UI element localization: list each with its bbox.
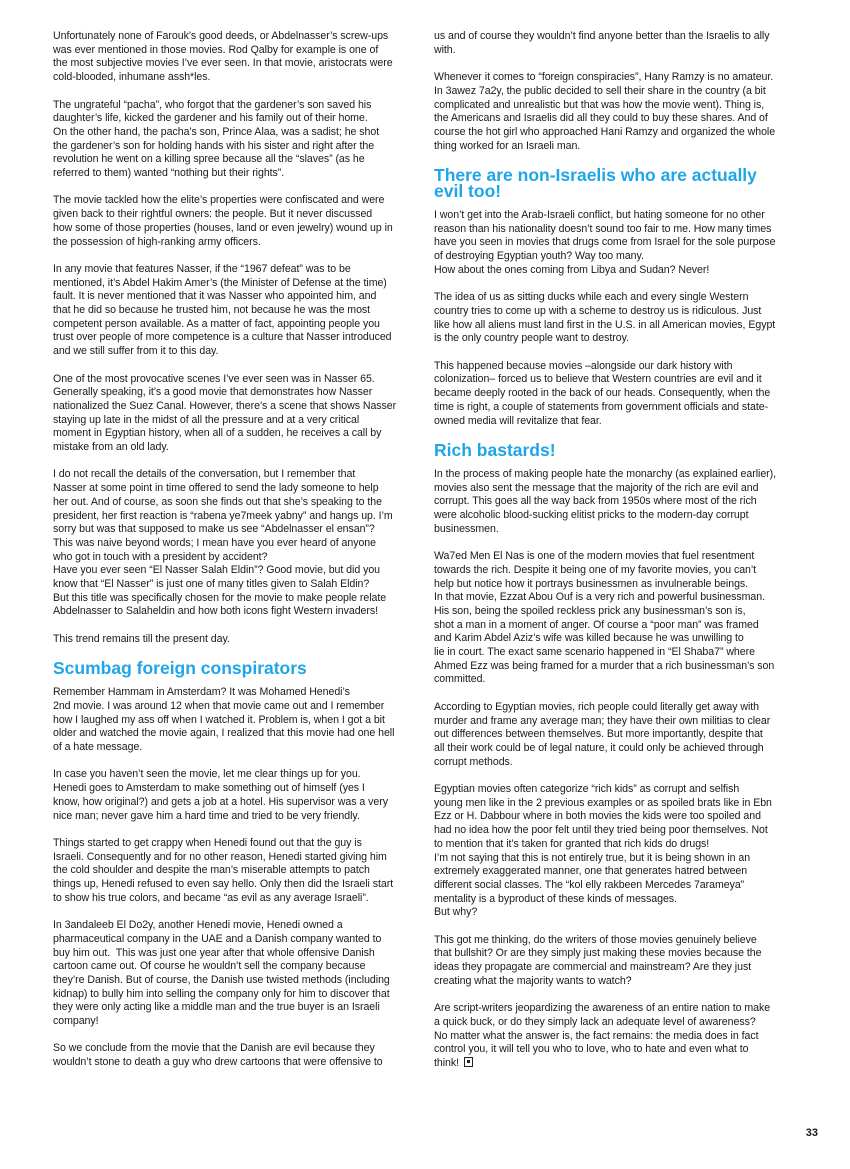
- right-column: [434, 30, 806, 1084]
- paragraph: I do not recall the details of the conversation, but I remember that Nasser at some point in time offered to send the lady someone to help her out. And of course, as soon she finds out that she’s speaking to the president, her first reaction is “rabena ye7meek yabny” and hangs up. I’m sorry but was that supposed to make us see “Abdelnasser el ensan”? This was naive beyond words; I mean have you ever heard of anyone who got in touch with a president by accident? Have you ever seen “El Nasser Salah Eldin”? Good movie, but did you know that “El Nasser” is just one of many titles given to Salah Eldin? But this title was specifically chosen for the movie to make people relate Abdelnasser to Salaheldin and how both icons fight Western invaders!: [53, 468, 393, 618]
- paragraph: This got me thinking, do the writers of those movies genuinely believe that bullshit? Or are they simply just making these movies because the ideas they propagate are commercial and mainstream? Are they just creating what the majority wants to watch?: [434, 933, 762, 987]
- paragraph: In any movie that features Nasser, if the “1967 defeat” was to be mentioned, it’s Abdel Hakim Amer’s (the Minister of Defense at the time) fault. It is never mentioned that it was Nasser who appointed him, and that he did so because he trusted him, not because he was the most competent person available. As a matter of fact, appointing people you trust over people of more competence is a culture that Nasser introduced and we still suffer from it to this day.: [53, 262, 392, 358]
- paragraph: Egyptian movies often categorize “rich kids” as corrupt and selfish young men like in the 2 previous examples or as spoiled brats like in Ebn Ezz or H. Dabbour where in both movies the kids were too spoiled and had no idea how the poor felt until they tried being poor themselves. Not to mention that it’s taken for granted that rich kids do drugs! I’m not saying that this is not entirely true, but it is being shown in an extremely exaggerated manner, one that generates hatred between different social classes. The “kol elly rakbeen Mercedes 7arameya” mentality is a byproduct of these kinds of messages. But why?: [434, 783, 772, 919]
- paragraph: us and of course they wouldn’t find anyone better than the Israelis to ally with.: [434, 30, 770, 56]
- paragraph: In 3andaleeb El Do2y, another Henedi movie, Henedi owned a pharmaceutical company in the UAE and a Danish company wanted to buy him out. This was just one year after that whole offensive Danish cartoon came out. Of course he wouldn’t sell the company because they’re Danish. But of course, the Danish use twisted methods (including kidnap) to bully him into selling the company only for him to discover that they were only acting like a middle man and the true buyer is an Israeli company!: [53, 919, 390, 1028]
- section-heading-scumbag-foreign-conspirators: Scumbag foreign conspirators: [53, 658, 307, 679]
- paragraph: Wa7ed Men El Nas is one of the modern movies that fuel resentment towards the rich. Despite it being one of my favorite movies, you can’t help but notice how it portrays businessmen as invulnerable beings. In that movie, Ezzat Abou Ouf is a very rich and powerful businessman. His son, being the spoiled reckless prick any businessman’s son is, shot a man in a moment of anger. Of course a “poor man” was framed and Karim Abdel Aziz’s wife was killed because he was unwilling to lie in court. The exact same scenario happened in “El Shaba7” where Ahmed Ezz was being framed for a murder that a rich businessman’s son committed.: [434, 550, 775, 686]
- paragraph: According to Egyptian movies, rich people could literally get away with murder and frame any average man; they have their own militias to clear out differences between themselves. But more importantly, despite that all their work could be of legal nature, it could only be achieved through corrupt methods.: [434, 700, 771, 768]
- paragraph: I won’t get into the Arab-Israeli conflict, but hating someone for no other reason than his nationality doesn’t sound too fair to me. How many times have you seen in movies that drugs come from Israel for the sole purpose of destroying Egyptian youth? Way too many. How about the ones coming from Libya and Sudan? Never!: [434, 209, 776, 276]
- paragraph: This trend remains till the present day.: [53, 632, 230, 645]
- paragraph: This happened because movies –alongside our dark history with colonization– forced us to believe that Western countries are evil and it became deeply rooted in the back of our heads. Consequently, when the time is right, a couple of statements from government officials and state- owned media will revitalize that fear.: [434, 359, 771, 427]
- paragraph: Remember Hammam in Amsterdam? It was Mohamed Henedi’s 2nd movie. I was around 12 when that movie came out and I remember how I laughed my ass off when I watched it. Problem is, when I got a bit older and watched the movie again, I realized that this movie had one hell of a hate message.: [53, 686, 395, 754]
- paragraph-text: Are script-writers jeopardizing the awareness of an entire nation to make a quick buck, or do they simply lack an adequate level of awareness? No matter what the answer is, the fact remains: the media does in fact control you, it will tell you who to love, who to hate and even what to think!: [434, 1002, 771, 1070]
- paragraph: Whenever it comes to “foreign conspiracies”, Hany Ramzy is no amateur. In 3awez 7a2y, the public decided to sell their share in the country (a bit complicated and unrealistic but that was how the movie went). Thing is, the Americans and Israelis did all they could to buy these shares. And of course the hot girl who approached Hani Ramzy and organized the whole thing worked for an Israeli man.: [434, 71, 776, 152]
- section-heading-rich-bastards: Rich bastards!: [434, 439, 556, 460]
- paragraph: The idea of us as sitting ducks while each and every single Western country tries to come up with a scheme to destroy us is ridiculous. Just like how all aliens must land first in the U.S. in all American movies, Egypt is the only country people want to destroy.: [434, 291, 776, 345]
- end-mark-icon: [464, 1057, 473, 1067]
- section-heading-non-israelis-evil: There are non-Israelis who are actually evil too!: [434, 165, 757, 201]
- paragraph: The movie tackled how the elite’s properties were confiscated and were given back to their rightful owners: the people. But it never discussed how some of those properties (houses, land or even jewelry) wound up in the possession of high-ranking army officers.: [53, 194, 393, 248]
- paragraph: Unfortunately none of Farouk’s good deeds, or Abdelnasser’s screw-ups was ever mentioned in those movies. Rod Qalby for example is one of the most subjective movies I’ve ever seen. In that movie, aristocrats were cold-blooded, inhumane assh*les.: [53, 30, 393, 84]
- left-column: [53, 30, 425, 1084]
- paragraph: One of the most provocative scenes I’ve ever seen was in Nasser 65. Generally speaking, it’s a good movie that demonstrates how Nasser nationalized the Suez Canal. However, there’s a scene that shows Nasser staying up late in the midst of all the pressure and at a very critical moment in Egyptian history, when all of a sudden, he receives a call by mistake from an old lady.: [53, 372, 397, 454]
- paragraph: In the process of making people hate the monarchy (as explained earlier), movies also sent the message that the majority of the rich are evil and corrupt. This goes all the way back from 1950s where most of the rich were alcoholic blood-sucking elitist pricks to the modern-day corrupt businessmen.: [434, 467, 777, 535]
- paragraph: The ungrateful “pacha”, who forgot that the gardener’s son saved his daughter’s life, kicked the gardener and his family out of their home. On the other hand, the pacha’s son, Prince Alaa, was a sadist; he shot the gardener’s son for holding hands with his sister and right after the revolution he went on a killing spree because all the “slaves” (as he referred to them) wanted “nothing but their rights”.: [53, 98, 380, 180]
- page-number: 33: [805, 1127, 818, 1139]
- paragraph: Things started to get crappy when Henedi found out that the guy is Israeli. Consequently and for no other reason, Henedi started giving him the cold shoulder and despite the man’s miserable attempts to patch things up, Henedi refused to even say hello. Only then did the Israeli start to show his true colors, and became “as evil as any average Israeli”.: [53, 836, 394, 904]
- paragraph: So we conclude from the movie that the Danish are evil because they wouldn’t stone to death a guy who drew cartoons that were offensive to: [53, 1042, 383, 1069]
- final-paragraph: [434, 1002, 806, 1071]
- paragraph: In case you haven’t seen the movie, let me clear things up for you. Henedi goes to Amsterdam to make something out of himself (yes I know, how original?) and gets a job at a hotel. His supervisor was a very nice man; never gave him a hard time and tried to be very friendly.: [53, 768, 388, 822]
